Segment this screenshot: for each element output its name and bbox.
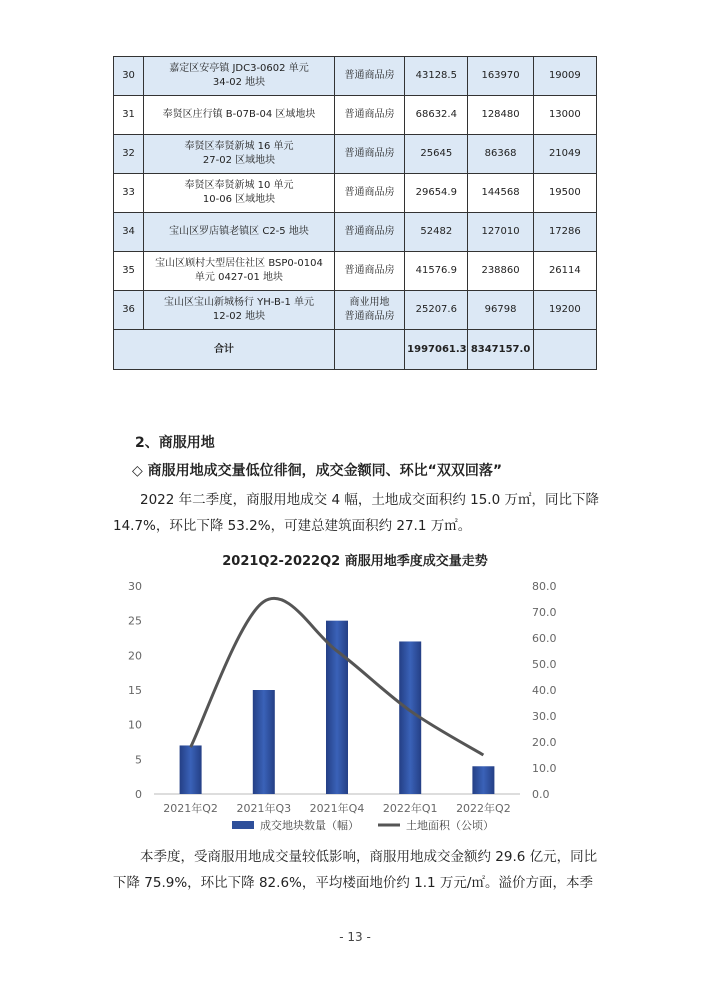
land-chart [110,570,590,840]
cell-no: 34 [114,213,144,252]
cell-area: 25645 [405,135,468,174]
chart-title: 2021Q2-2022Q2 商服用地季度成交量走势 [222,554,488,569]
y-right-tick-label: 50.0 [532,658,557,671]
cell-no: 30 [114,57,144,96]
cell-parcel-name: 奉贤区奉贤新城 10 单元 10-06 区域地块 [144,174,335,213]
cell-land-use: 普通商品房 [334,252,404,291]
y-left-tick-label: 5 [135,753,142,767]
cell-price: 144568 [468,174,533,213]
y-right-tick-label: 60.0 [532,632,557,645]
y-left-tick-label: 0 [135,788,142,801]
land-transaction-table [113,56,597,370]
cell-no: 36 [114,291,144,330]
bar [253,690,275,794]
cell-land-use: 普通商品房 [334,213,404,252]
cell-land-use: 普通商品房 [334,135,404,174]
total-price: 8347157.0 [468,330,533,370]
y-left-tick-label: 30 [128,580,142,593]
bar [326,621,348,794]
total-row [114,330,597,370]
cell-price: 86368 [468,135,533,174]
y-right-tick-label: 30.0 [532,710,557,723]
bar [180,745,202,794]
cell-area: 25207.6 [405,291,468,330]
y-right-tick-label: 10.0 [532,762,557,775]
y-left-tick-label: 10 [128,718,142,732]
x-tick-label: 2021年Q2 [163,802,218,815]
table-row [114,57,597,96]
x-tick-label: 2022年Q2 [456,802,511,815]
cell-price: 96798 [468,291,533,330]
table-row [114,174,597,213]
cell-parcel-name: 宝山区宝山新城杨行 YH-B-1 单元 12-02 地块 [144,291,335,330]
cell-no: 35 [114,252,144,291]
cell-parcel-name: 奉贤区奉贤新城 16 单元 27-02 区域地块 [144,135,335,174]
cell-price: 127010 [468,213,533,252]
cell-area: 52482 [405,213,468,252]
cell-area: 41576.9 [405,252,468,291]
cell-unit-price: 19200 [533,291,596,330]
cell-area: 43128.5 [405,57,468,96]
total-empty [533,330,596,370]
cell-area: 68632.4 [405,96,468,135]
table-row [114,291,597,330]
cell-area: 29654.9 [405,174,468,213]
total-empty [334,330,404,370]
legend-bar-swatch [232,821,254,829]
x-tick-label: 2021年Q3 [236,802,292,815]
cell-unit-price: 26114 [533,252,596,291]
cell-unit-price: 21049 [533,135,596,174]
cell-parcel-name: 奉贤区庄行镇 B-07B-04 区域地块 [144,96,335,135]
cell-no: 33 [114,174,144,213]
cell-unit-price: 19500 [533,174,596,213]
bar [472,766,494,794]
page-number: - 13 - [339,930,371,944]
y-right-tick-label: 0.0 [532,788,550,801]
y-left-tick-label: 15 [128,684,142,697]
cell-unit-price: 17286 [533,213,596,252]
x-tick-label: 2021年Q4 [309,802,365,815]
section-heading: 2、商服用地 [135,435,215,451]
y-right-tick-label: 40.0 [532,684,557,697]
cell-price: 128480 [468,96,533,135]
cell-land-use: 商业用地 普通商品房 [334,291,404,330]
cell-unit-price: 13000 [533,96,596,135]
table-row [114,135,597,174]
sub-heading: ◇ 商服用地成交量低位徘徊，成交金额同、环比“双双回落” [132,463,503,479]
cell-parcel-name: 宝山区顾村大型居住社区 BSP0-0104 单元 0427-01 地块 [144,252,335,291]
cell-parcel-name: 嘉定区安亭镇 JDC3-0602 单元 34-02 地块 [144,57,335,96]
cell-no: 31 [114,96,144,135]
cell-land-use: 普通商品房 [334,174,404,213]
y-right-tick-label: 20.0 [532,736,557,749]
paragraph-1: 2022 年二季度，商服用地成交 4 幅，土地成交面积约 15.0 万㎡，同比下降 14.7%，环比下降 53.2%，可建总建筑面积约 27.1 万㎡。 [113,492,599,534]
cell-land-use: 普通商品房 [334,96,404,135]
legend-bar-label: 成交地块数量（幅） [260,819,359,832]
legend-line-label: 土地面积（公顷） [406,819,494,832]
y-right-tick-label: 80.0 [532,580,557,593]
x-tick-label: 2022年Q1 [382,802,438,815]
total-area: 1997061.3 [405,330,468,370]
y-right-tick-label: 70.0 [532,606,557,619]
table-row [114,96,597,135]
y-left-tick-label: 25 [128,614,142,628]
table-row [114,252,597,291]
table-row [114,213,597,252]
total-label: 合计 [114,330,335,370]
cell-price: 163970 [468,57,533,96]
y-left-tick-label: 20 [128,649,142,663]
cell-unit-price: 19009 [533,57,596,96]
cell-price: 238860 [468,252,533,291]
cell-land-use: 普通商品房 [334,57,404,96]
paragraph-2: 本季度，受商服用地成交量较低影响，商服用地成交金额约 29.6 亿元，同比下降 75.9%，环比下降 82.6%，平均楼面地价约 1.1 万元/㎡。溢价方面，本季 [113,849,598,891]
cell-no: 32 [114,135,144,174]
cell-parcel-name: 宝山区罗店镇老镇区 C2-5 地块 [144,213,335,252]
